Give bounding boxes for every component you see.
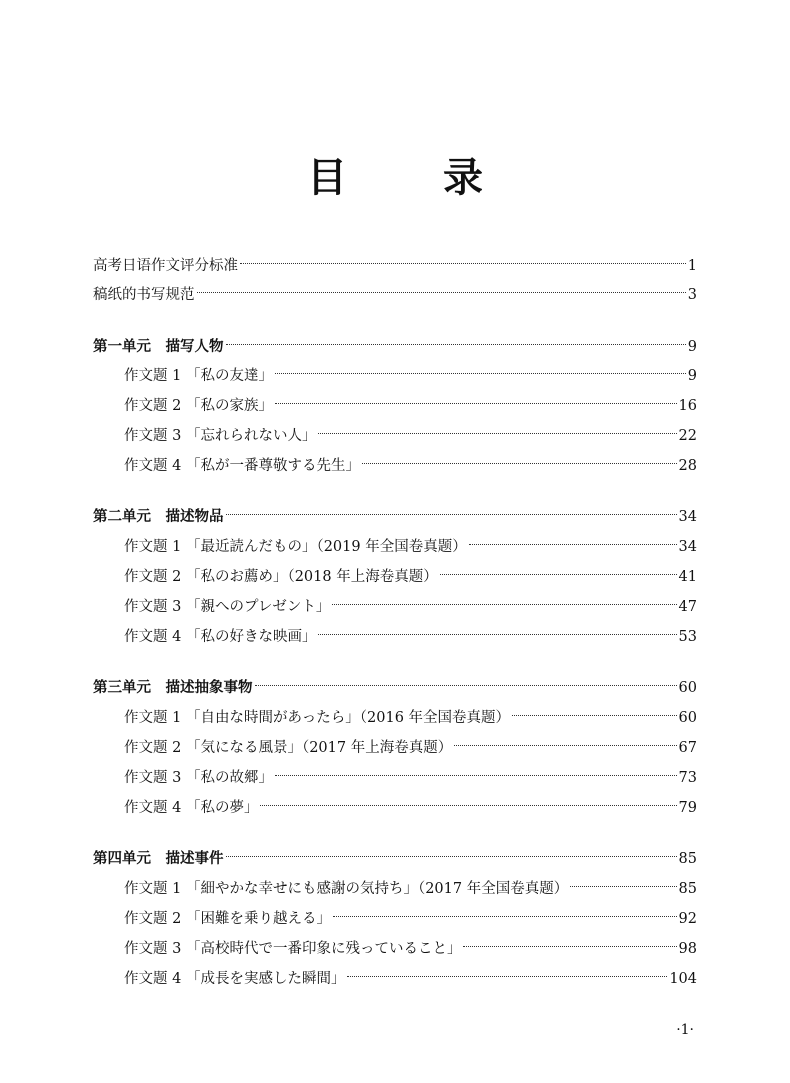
dot-leader	[440, 574, 677, 575]
dot-leader	[275, 775, 677, 776]
dot-leader	[347, 976, 667, 977]
toc-entry-label: 作文题 2 「困難を乗り越える」	[124, 911, 331, 927]
dot-leader	[463, 946, 676, 947]
dot-leader	[226, 856, 677, 857]
toc-sub-entry[interactable]	[124, 596, 697, 618]
toc-sub-entry[interactable]	[124, 365, 697, 387]
toc-unit-entry[interactable]	[93, 336, 697, 358]
toc-unit-label: 第三单元 描述抽象事物	[93, 680, 253, 696]
toc-entry-page: 79	[678, 800, 697, 816]
dot-leader	[240, 263, 686, 264]
dot-leader	[332, 604, 676, 605]
toc-unit-entry[interactable]	[93, 677, 697, 699]
toc-sub-entry[interactable]	[124, 566, 697, 588]
toc-entry-page: 53	[678, 629, 697, 645]
toc-sub-entry[interactable]	[124, 536, 697, 558]
dot-leader	[275, 373, 686, 374]
dot-leader	[197, 292, 686, 293]
toc-sub-entry[interactable]	[124, 626, 697, 648]
dot-leader	[570, 886, 676, 887]
toc-entry-page: 9	[687, 368, 697, 384]
toc-sub-entry[interactable]	[124, 797, 697, 819]
toc-entry-label: 作文题 1 「私の友達」	[124, 368, 273, 384]
toc-entry-label: 作文题 3 「親へのプレゼント」	[124, 599, 331, 615]
toc-entry-label: 作文题 2 「私の家族」	[124, 398, 273, 414]
toc-entry-label: 作文题 4 「成長を実感した瞬間」	[124, 971, 346, 987]
toc-unit-label: 第一单元 描写人物	[93, 339, 224, 355]
toc-entry[interactable]	[93, 284, 697, 306]
toc-entry-page: 28	[678, 458, 697, 474]
toc-entry-page: 47	[678, 599, 697, 615]
toc-entry-page: 92	[678, 911, 697, 927]
toc-entry-page: 22	[678, 428, 697, 444]
toc-unit-label: 第二单元 描述物品	[93, 509, 224, 525]
toc-entry-label: 作文题 3 「高校時代で一番印象に残っていること」	[124, 941, 462, 957]
dot-leader	[318, 433, 676, 434]
toc-entry-page: 85	[678, 851, 697, 867]
page-title: 目 录	[307, 155, 511, 201]
toc-sub-entry[interactable]	[124, 968, 697, 990]
toc-unit-entry[interactable]	[93, 848, 697, 870]
toc-entry-label: 稿纸的书写规范	[93, 287, 195, 303]
dot-leader	[260, 805, 676, 806]
toc-entry-label: 作文题 2 「気になる風景」（2017 年上海卷真题）	[124, 740, 453, 756]
page-number: ·1·	[676, 1022, 694, 1038]
dot-leader	[226, 344, 686, 345]
toc-unit-label: 第四单元 描述事件	[93, 851, 224, 867]
toc-entry-label: 作文题 3 「忘れられない人」	[124, 428, 317, 444]
dot-leader	[362, 463, 677, 464]
toc-entry-label: 作文题 2 「私のお薦め」（2018 年上海卷真题）	[124, 569, 438, 585]
toc-entry-page: 60	[678, 710, 697, 726]
toc-sub-entry[interactable]	[124, 878, 697, 900]
toc-entry-page: 73	[678, 770, 697, 786]
toc-sub-entry[interactable]	[124, 908, 697, 930]
toc-sub-entry[interactable]	[124, 455, 697, 477]
toc-entry-label: 作文题 1 「細やかな幸せにも感謝の気持ち」（2017 年全国卷真题）	[124, 881, 569, 897]
toc-entry-page: 98	[678, 941, 697, 957]
toc-entry-page: 41	[678, 569, 697, 585]
toc-entry[interactable]	[93, 255, 697, 277]
dot-leader	[333, 916, 677, 917]
toc-entry-label: 作文题 4 「私の好きな映画」	[124, 629, 317, 645]
dot-leader	[469, 544, 677, 545]
dot-leader	[226, 514, 677, 515]
toc-entry-page: 104	[669, 971, 697, 987]
toc-unit-entry[interactable]	[93, 506, 697, 528]
toc-entry-label: 作文题 3 「私の故郷」	[124, 770, 273, 786]
toc-entry-page: 1	[687, 258, 697, 274]
toc-entry-page: 16	[678, 398, 697, 414]
toc-entry-label: 作文题 1 「最近読んだもの」（2019 年全国卷真题）	[124, 539, 467, 555]
toc-sub-entry[interactable]	[124, 938, 697, 960]
dot-leader	[318, 634, 676, 635]
dot-leader	[255, 685, 677, 686]
toc-entry-page: 60	[678, 680, 697, 696]
toc-sub-entry[interactable]	[124, 737, 697, 759]
toc-entry-label: 作文题 1 「自由な時間があったら」（2016 年全国卷真题）	[124, 710, 511, 726]
toc-entry-page: 85	[678, 881, 697, 897]
toc-entry-page: 34	[678, 539, 697, 555]
toc-entry-page: 67	[678, 740, 697, 756]
toc-entry-label: 高考日语作文评分标准	[93, 258, 238, 274]
dot-leader	[275, 403, 677, 404]
dot-leader	[512, 715, 676, 716]
toc-sub-entry[interactable]	[124, 395, 697, 417]
toc-sub-entry[interactable]	[124, 767, 697, 789]
toc-entry-label: 作文题 4 「私が一番尊敬する先生」	[124, 458, 360, 474]
toc-entry-page: 3	[687, 287, 697, 303]
toc-sub-entry[interactable]	[124, 425, 697, 447]
toc-entry-page: 9	[687, 339, 697, 355]
toc-sub-entry[interactable]	[124, 707, 697, 729]
toc-entry-label: 作文题 4 「私の夢」	[124, 800, 259, 816]
dot-leader	[454, 745, 676, 746]
toc-entry-page: 34	[678, 509, 697, 525]
